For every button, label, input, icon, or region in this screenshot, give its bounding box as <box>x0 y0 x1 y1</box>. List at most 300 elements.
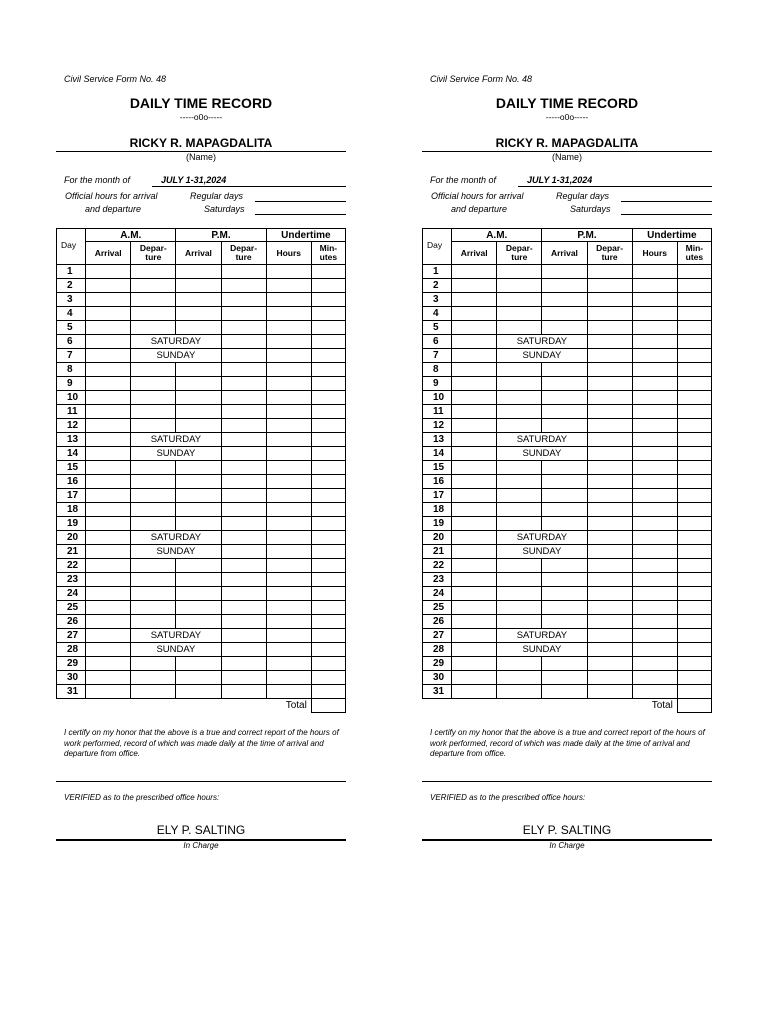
minutes-cell <box>677 335 711 349</box>
am-arrival-cell <box>452 461 497 475</box>
undertime-header: Undertime <box>266 229 345 242</box>
day-number: 12 <box>57 419 86 433</box>
minutes-cell <box>311 475 345 489</box>
table-row <box>423 363 712 377</box>
pm-departure-cell <box>587 573 632 587</box>
pm-arrival-cell <box>176 391 221 405</box>
am-arrival-cell <box>452 279 497 293</box>
table-row <box>423 503 712 517</box>
am-arrival-cell <box>86 349 131 363</box>
table-row <box>57 433 346 447</box>
pm-departure-cell <box>587 321 632 335</box>
pm-arrival-cell <box>542 517 587 531</box>
am-arrival-cell <box>86 685 131 699</box>
hours-cell <box>266 377 311 391</box>
pm-departure-cell <box>587 461 632 475</box>
am-arrival-cell <box>452 685 497 699</box>
hours-cell <box>632 545 677 559</box>
am-departure-cell <box>131 391 176 405</box>
pm-departure-cell <box>221 531 266 545</box>
table-row <box>423 517 712 531</box>
table-row <box>423 447 712 461</box>
day-number: 1 <box>423 265 452 279</box>
am-departure-cell <box>497 657 542 671</box>
minutes-cell <box>311 587 345 601</box>
hours-cell <box>266 615 311 629</box>
minutes-cell <box>311 503 345 517</box>
am-departure-cell <box>131 265 176 279</box>
am-arrival-cell <box>86 307 131 321</box>
pm-departure-cell <box>587 587 632 601</box>
day-number: 16 <box>423 475 452 489</box>
am-arrival-cell <box>86 671 131 685</box>
am-departure-cell <box>131 573 176 587</box>
official-hours-label-line1: Official hours for arrival <box>65 191 158 201</box>
day-number: 31 <box>423 685 452 699</box>
hours-cell <box>632 657 677 671</box>
table-row <box>57 517 346 531</box>
minutes-cell <box>311 601 345 615</box>
pm-departure-cell <box>221 265 266 279</box>
table-row <box>423 657 712 671</box>
day-note: SUNDAY <box>497 447 587 461</box>
pm-arrival-cell <box>542 293 587 307</box>
pm-arrival-cell <box>542 671 587 685</box>
table-row <box>57 545 346 559</box>
am-departure-cell <box>497 517 542 531</box>
am-departure-cell <box>131 489 176 503</box>
table-row <box>57 573 346 587</box>
am-arrival-cell <box>452 545 497 559</box>
day-number: 25 <box>423 601 452 615</box>
pm-arrival-cell <box>176 587 221 601</box>
pm-departure-cell <box>587 335 632 349</box>
table-row <box>423 615 712 629</box>
am-arrival-header: Arrival <box>86 242 131 265</box>
am-arrival-cell <box>86 447 131 461</box>
am-arrival-cell <box>452 391 497 405</box>
day-number: 14 <box>57 447 86 461</box>
am-arrival-cell <box>86 615 131 629</box>
day-number: 23 <box>57 573 86 587</box>
table-row <box>423 307 712 321</box>
minutes-cell <box>677 293 711 307</box>
hours-cell <box>632 615 677 629</box>
day-number: 5 <box>57 321 86 335</box>
minutes-cell <box>311 405 345 419</box>
am-departure-cell <box>497 391 542 405</box>
am-departure-cell <box>497 265 542 279</box>
pm-arrival-cell <box>176 279 221 293</box>
am-arrival-cell <box>452 671 497 685</box>
hours-cell <box>632 489 677 503</box>
am-departure-header: Depar- ture <box>497 242 542 265</box>
minutes-cell <box>311 419 345 433</box>
pm-arrival-cell <box>542 559 587 573</box>
table-row <box>423 461 712 475</box>
pm-departure-cell <box>587 307 632 321</box>
am-departure-cell <box>497 587 542 601</box>
minutes-cell <box>311 531 345 545</box>
hours-cell <box>632 461 677 475</box>
verified-label: VERIFIED as to the prescribed office hours: <box>64 793 220 802</box>
saturdays-field <box>255 214 346 215</box>
day-number: 27 <box>423 629 452 643</box>
pm-departure-cell <box>587 377 632 391</box>
official-hours-label-line2: and departure <box>451 204 508 214</box>
pm-departure-cell <box>587 363 632 377</box>
day-number: 11 <box>423 405 452 419</box>
pm-arrival-cell <box>176 573 221 587</box>
pm-departure-cell <box>587 629 632 643</box>
day-note: SATURDAY <box>497 531 587 545</box>
am-arrival-cell <box>452 573 497 587</box>
minutes-cell <box>677 531 711 545</box>
day-number: 4 <box>423 307 452 321</box>
pm-arrival-cell <box>176 405 221 419</box>
minutes-cell <box>677 503 711 517</box>
day-note: SATURDAY <box>131 629 221 643</box>
day-note: SUNDAY <box>131 447 221 461</box>
hours-cell <box>266 349 311 363</box>
minutes-cell <box>311 363 345 377</box>
pm-departure-cell <box>221 545 266 559</box>
pm-arrival-cell <box>176 461 221 475</box>
regular-days-label: Regular days <box>556 191 610 201</box>
table-row <box>423 321 712 335</box>
hours-cell <box>266 335 311 349</box>
pm-arrival-cell <box>176 363 221 377</box>
pm-arrival-cell <box>176 503 221 517</box>
hours-cell <box>266 517 311 531</box>
day-number: 2 <box>57 279 86 293</box>
month-label: For the month of <box>64 175 131 185</box>
hours-cell <box>632 335 677 349</box>
hours-cell <box>632 307 677 321</box>
day-number: 26 <box>57 615 86 629</box>
pm-departure-cell <box>221 587 266 601</box>
am-arrival-cell <box>452 657 497 671</box>
day-number: 4 <box>57 307 86 321</box>
day-note: SUNDAY <box>497 545 587 559</box>
day-number: 29 <box>57 657 86 671</box>
day-number: 18 <box>423 503 452 517</box>
day-number: 6 <box>57 335 86 349</box>
pm-departure-cell <box>221 447 266 461</box>
minutes-cell <box>311 489 345 503</box>
pm-arrival-cell <box>176 489 221 503</box>
employee-signature-line <box>56 781 346 782</box>
table-row <box>423 573 712 587</box>
pm-arrival-cell <box>542 419 587 433</box>
total-hours-cell <box>311 699 345 713</box>
hours-cell <box>266 321 311 335</box>
day-number: 15 <box>57 461 86 475</box>
am-arrival-cell <box>452 475 497 489</box>
table-row <box>423 335 712 349</box>
am-arrival-cell <box>86 461 131 475</box>
minutes-cell <box>677 643 711 657</box>
time-record-table <box>422 228 712 713</box>
am-departure-cell <box>497 461 542 475</box>
am-arrival-cell <box>86 629 131 643</box>
am-arrival-cell <box>452 447 497 461</box>
am-arrival-cell <box>86 559 131 573</box>
hours-cell <box>632 433 677 447</box>
pm-departure-cell <box>221 573 266 587</box>
table-row <box>423 545 712 559</box>
hours-cell <box>632 363 677 377</box>
minutes-header: Min- utes <box>677 242 711 265</box>
pm-arrival-cell <box>542 279 587 293</box>
am-departure-cell <box>131 657 176 671</box>
pm-arrival-cell <box>542 657 587 671</box>
am-arrival-cell <box>86 657 131 671</box>
day-number: 19 <box>423 517 452 531</box>
day-number: 10 <box>423 391 452 405</box>
day-number: 30 <box>423 671 452 685</box>
pm-arrival-cell <box>542 601 587 615</box>
day-number: 30 <box>57 671 86 685</box>
pm-departure-cell <box>221 657 266 671</box>
pm-departure-cell <box>221 629 266 643</box>
am-arrival-cell <box>86 293 131 307</box>
pm-departure-cell <box>221 475 266 489</box>
pm-departure-cell <box>221 503 266 517</box>
pm-departure-cell <box>221 461 266 475</box>
day-header: Day <box>57 229 86 265</box>
pm-arrival-cell <box>542 489 587 503</box>
regular-days-field <box>621 201 712 202</box>
table-row <box>423 629 712 643</box>
day-number: 17 <box>57 489 86 503</box>
pm-departure-cell <box>587 517 632 531</box>
hours-cell <box>266 405 311 419</box>
pm-arrival-cell <box>542 615 587 629</box>
pm-departure-cell <box>221 391 266 405</box>
pm-departure-cell <box>587 447 632 461</box>
hours-cell <box>266 531 311 545</box>
pm-departure-cell <box>221 349 266 363</box>
am-departure-header: Depar- ture <box>131 242 176 265</box>
hours-cell <box>632 447 677 461</box>
pm-departure-cell <box>587 671 632 685</box>
pm-departure-cell <box>221 615 266 629</box>
saturdays-label: Saturdays <box>570 204 611 214</box>
hours-cell <box>632 531 677 545</box>
am-arrival-cell <box>452 559 497 573</box>
minutes-cell <box>677 419 711 433</box>
am-departure-cell <box>131 293 176 307</box>
table-row <box>57 587 346 601</box>
am-arrival-cell <box>452 321 497 335</box>
table-row <box>423 377 712 391</box>
minutes-cell <box>311 293 345 307</box>
verified-label: VERIFIED as to the prescribed office hours: <box>430 793 586 802</box>
pm-departure-cell <box>587 615 632 629</box>
am-arrival-cell <box>86 601 131 615</box>
total-label: Total <box>651 699 673 711</box>
day-note: SUNDAY <box>131 643 221 657</box>
table-row <box>423 433 712 447</box>
am-arrival-cell <box>452 419 497 433</box>
certification-text: I certify on my honor that the above is a true and correct report of the hours of work performed, record of which was made daily at the time of arrival and departure from office. <box>430 728 705 758</box>
pm-arrival-cell <box>176 419 221 433</box>
am-arrival-cell <box>86 391 131 405</box>
minutes-cell <box>311 377 345 391</box>
am-arrival-cell <box>86 587 131 601</box>
pm-departure-cell <box>587 643 632 657</box>
am-arrival-cell <box>452 629 497 643</box>
day-note: SATURDAY <box>497 433 587 447</box>
pm-departure-cell <box>221 279 266 293</box>
hours-cell <box>266 657 311 671</box>
day-number: 5 <box>423 321 452 335</box>
pm-departure-cell <box>221 363 266 377</box>
minutes-cell <box>677 475 711 489</box>
am-departure-cell <box>497 503 542 517</box>
officer-name: ELY P. SALTING <box>156 823 246 837</box>
pm-departure-cell <box>221 685 266 699</box>
pm-departure-cell <box>221 307 266 321</box>
am-departure-cell <box>497 559 542 573</box>
day-number: 7 <box>423 349 452 363</box>
dtr-form-right <box>422 0 712 1024</box>
total-label: Total <box>285 699 307 711</box>
am-arrival-cell <box>86 489 131 503</box>
am-arrival-cell <box>86 335 131 349</box>
minutes-cell <box>311 671 345 685</box>
official-hours-label-line2: and departure <box>85 204 142 214</box>
hours-cell <box>632 517 677 531</box>
am-departure-cell <box>131 517 176 531</box>
month-label: For the month of <box>430 175 497 185</box>
minutes-cell <box>677 349 711 363</box>
day-number: 24 <box>57 587 86 601</box>
table-row <box>423 643 712 657</box>
day-number: 8 <box>57 363 86 377</box>
table-row <box>423 265 712 279</box>
am-arrival-cell <box>86 405 131 419</box>
am-header: A.M. <box>452 229 542 242</box>
pm-arrival-cell <box>176 321 221 335</box>
minutes-cell <box>677 517 711 531</box>
total-hours-cell <box>677 699 711 713</box>
am-arrival-cell <box>452 615 497 629</box>
day-number: 31 <box>57 685 86 699</box>
regular-days-label: Regular days <box>190 191 244 201</box>
day-note: SUNDAY <box>497 349 587 363</box>
hours-cell <box>632 279 677 293</box>
table-row <box>423 671 712 685</box>
pm-header: P.M. <box>176 229 266 242</box>
hours-cell <box>266 601 311 615</box>
minutes-cell <box>311 643 345 657</box>
minutes-cell <box>677 321 711 335</box>
pm-departure-cell <box>221 601 266 615</box>
hours-cell <box>632 321 677 335</box>
pm-departure-cell <box>587 433 632 447</box>
am-departure-cell <box>497 671 542 685</box>
table-row <box>57 629 346 643</box>
day-number: 28 <box>423 643 452 657</box>
am-departure-cell <box>497 601 542 615</box>
undertime-header: Undertime <box>632 229 711 242</box>
pm-arrival-cell <box>176 685 221 699</box>
hours-cell <box>632 349 677 363</box>
table-row <box>423 587 712 601</box>
total-spacer <box>57 699 267 713</box>
month-value: JULY 1-31,2024 <box>161 175 227 185</box>
minutes-cell <box>677 559 711 573</box>
pm-arrival-cell <box>176 307 221 321</box>
day-header: Day <box>423 229 452 265</box>
minutes-cell <box>311 391 345 405</box>
table-row <box>57 671 346 685</box>
hours-cell <box>632 573 677 587</box>
am-arrival-cell <box>452 405 497 419</box>
hours-cell <box>632 629 677 643</box>
minutes-cell <box>677 601 711 615</box>
minutes-cell <box>677 265 711 279</box>
hours-cell <box>632 587 677 601</box>
pm-departure-cell <box>587 265 632 279</box>
pm-departure-cell <box>587 559 632 573</box>
am-departure-cell <box>497 405 542 419</box>
day-number: 23 <box>423 573 452 587</box>
table-row <box>423 405 712 419</box>
day-note: SATURDAY <box>131 531 221 545</box>
day-number: 17 <box>423 489 452 503</box>
am-arrival-cell <box>452 293 497 307</box>
pm-arrival-cell <box>542 321 587 335</box>
minutes-cell <box>311 433 345 447</box>
hours-header: Hours <box>266 242 311 265</box>
certification-text: I certify on my honor that the above is a true and correct report of the hours of work performed, record of which was made daily at the time of arrival and departure from office. <box>64 728 339 758</box>
pm-departure-header: Depar- ture <box>221 242 266 265</box>
pm-departure-cell <box>587 293 632 307</box>
hours-cell <box>266 433 311 447</box>
day-number: 2 <box>423 279 452 293</box>
day-note: SATURDAY <box>131 433 221 447</box>
table-row <box>423 685 712 699</box>
minutes-cell <box>677 363 711 377</box>
minutes-cell <box>311 307 345 321</box>
pm-departure-cell <box>587 531 632 545</box>
hours-cell <box>266 503 311 517</box>
pm-departure-cell <box>221 517 266 531</box>
am-arrival-cell <box>86 643 131 657</box>
am-departure-cell <box>131 377 176 391</box>
am-arrival-cell <box>452 517 497 531</box>
table-row <box>423 601 712 615</box>
table-row <box>57 601 346 615</box>
hours-cell <box>266 363 311 377</box>
pm-arrival-cell <box>176 293 221 307</box>
am-departure-cell <box>497 279 542 293</box>
table-row <box>57 615 346 629</box>
minutes-cell <box>677 433 711 447</box>
day-note: SUNDAY <box>497 643 587 657</box>
am-arrival-cell <box>86 377 131 391</box>
am-departure-cell <box>497 615 542 629</box>
pm-departure-cell <box>221 321 266 335</box>
table-row <box>423 419 712 433</box>
pm-arrival-cell <box>176 475 221 489</box>
minutes-cell <box>311 335 345 349</box>
day-number: 21 <box>57 545 86 559</box>
pm-departure-cell <box>221 419 266 433</box>
